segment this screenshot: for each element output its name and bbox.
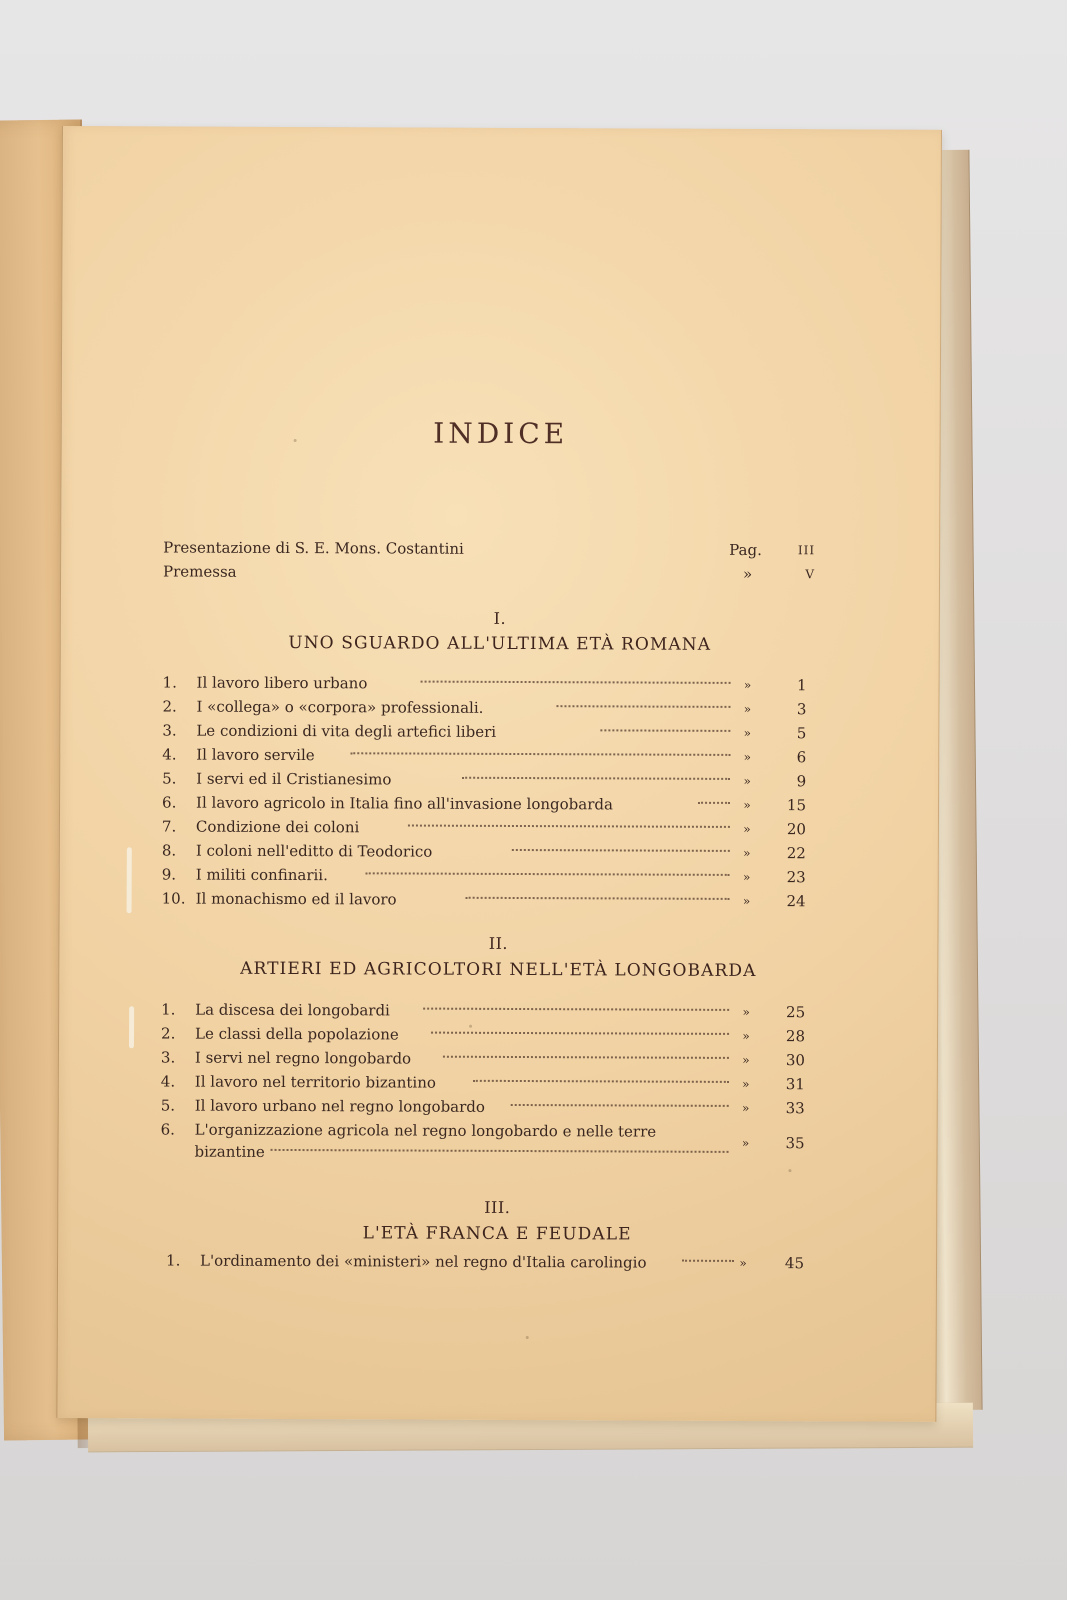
paper-speck <box>526 1336 529 1339</box>
page-number: 24 <box>786 892 806 911</box>
leader-marker: » <box>743 749 751 765</box>
leader-marker: » <box>742 1076 750 1092</box>
leader-marker: » <box>743 845 751 861</box>
page-number: V <box>805 567 816 582</box>
entry-number: 5. <box>162 769 177 788</box>
leader-dots <box>408 823 730 828</box>
entry-title: Il lavoro servile <box>196 745 315 765</box>
front-matter-label: Premessa <box>163 562 237 581</box>
leader-marker: » <box>742 1028 750 1044</box>
page-number: 5 <box>796 724 807 743</box>
entry-number: 6. <box>162 793 177 812</box>
entry-title: L'ordinamento dei «ministeri» nel regno d'Italia carolingio <box>200 1251 647 1272</box>
leader-dots <box>466 895 730 900</box>
leader-dots <box>350 750 730 756</box>
leader-dots <box>473 1078 729 1083</box>
leader-marker: » <box>743 725 752 741</box>
entry-number: 2. <box>161 1024 176 1043</box>
entry-number: 3. <box>160 1048 176 1067</box>
section-title: ARTIERI ED AGRICOLTORI NELL'ETÀ LONGOBARDA <box>240 958 757 982</box>
leader-dots <box>366 870 730 876</box>
entry-number: 9. <box>161 865 177 884</box>
toc-entry <box>162 792 822 817</box>
index-title: INDICE <box>433 416 569 451</box>
page-number: 22 <box>786 844 806 863</box>
entry-title: I «collega» o «corpora» professionali. <box>196 697 484 717</box>
index-page <box>56 126 942 1422</box>
toc-entry <box>161 999 821 1024</box>
entry-title: Il lavoro urbano nel regno longobardo <box>194 1096 485 1116</box>
entry-number: 4. <box>162 745 177 764</box>
page-number: 35 <box>785 1134 805 1153</box>
page-number: 33 <box>785 1099 805 1118</box>
front-matter-label: Presentazione di S. E. Mons. Costantini <box>163 538 464 558</box>
leader-marker: » <box>743 797 751 813</box>
entry-title: Il lavoro libero urbano <box>196 673 368 693</box>
toc-entry <box>162 816 822 841</box>
toc-entry <box>162 864 822 889</box>
entry-title: I servi nel regno longobardo <box>194 1048 412 1068</box>
page-number: 25 <box>786 1003 806 1022</box>
leader-dots <box>421 679 731 684</box>
leader-marker: » <box>743 773 751 789</box>
page-prefix-label: » <box>743 564 753 584</box>
leader-dots <box>443 1054 729 1059</box>
entry-title: I servi ed il Cristianesimo <box>196 769 392 789</box>
page-number: 30 <box>785 1051 805 1070</box>
entry-number: 7. <box>161 817 177 836</box>
leader-marker: » <box>742 893 751 909</box>
entry-title: Il lavoro nel territorio bizantino <box>194 1072 436 1092</box>
page-number: 31 <box>785 1075 805 1094</box>
leader-marker: » <box>742 1004 750 1020</box>
entry-number: 1. <box>162 673 177 692</box>
toc-entry <box>161 1071 821 1096</box>
page-number: III <box>797 543 816 558</box>
page-number: 6 <box>796 748 807 767</box>
page-number: 1 <box>796 676 807 695</box>
toc-entry <box>161 1023 821 1048</box>
entry-title: I militi confinarii. <box>195 865 328 885</box>
page-number: 23 <box>786 868 806 887</box>
leader-dots <box>462 775 730 780</box>
page-number: 9 <box>796 772 807 791</box>
page-number: 15 <box>786 796 807 815</box>
page-number: 45 <box>784 1254 805 1273</box>
entry-number: 3. <box>162 721 177 740</box>
leader-marker: » <box>742 1100 750 1116</box>
entry-number: 4. <box>160 1072 176 1091</box>
leader-marker: » <box>741 1135 750 1151</box>
entry-number: 1. <box>166 1251 181 1270</box>
entry-number: 6. <box>160 1120 175 1139</box>
section-title: UNO SGUARDO ALL'ULTIMA ETÀ ROMANA <box>288 632 712 655</box>
entry-title-continuation: bizantine <box>194 1142 265 1161</box>
page-edge-scuff <box>129 1006 134 1048</box>
leader-marker: » <box>743 677 752 693</box>
leader-dots <box>431 1030 729 1035</box>
leader-marker: » <box>742 1052 750 1068</box>
entry-title: Le classi della popolazione <box>195 1024 399 1044</box>
toc-entry <box>162 696 822 721</box>
leader-dots <box>423 1006 729 1011</box>
entry-title: L'organizzazione agricola nel regno longobardo e nelle terre <box>194 1120 657 1141</box>
toc-entry <box>163 672 823 697</box>
page-number: 20 <box>786 820 806 839</box>
page-number: 28 <box>785 1027 806 1046</box>
entry-number: 2. <box>162 697 177 716</box>
page-edge-scuff <box>127 847 132 913</box>
leader-dots <box>682 1258 734 1262</box>
entry-number: 8. <box>161 841 177 860</box>
toc-entry <box>161 1047 821 1072</box>
leader-dots <box>698 800 730 804</box>
toc-entry <box>162 768 822 793</box>
toc-entry <box>166 1250 826 1275</box>
section-title: L'ETÀ FRANCA E FEUDALE <box>362 1223 632 1245</box>
leader-marker: » <box>743 821 751 837</box>
front-matter-presentation <box>163 537 823 562</box>
entry-number: 10. <box>161 889 186 908</box>
toc-entry <box>162 888 822 913</box>
toc-entry <box>162 720 822 745</box>
toc-entry <box>162 840 822 865</box>
toc-entry <box>161 1095 821 1120</box>
entry-title: Il lavoro agricolo in Italia fino all'invasione longobarda <box>196 793 613 814</box>
section-number: III. <box>484 1197 511 1217</box>
page-number: 3 <box>796 700 807 719</box>
section-number: II. <box>488 933 509 953</box>
leader-marker: » <box>743 869 751 885</box>
entry-title: I coloni nell'editto di Teodorico <box>195 841 433 861</box>
entry-title: Condizione dei coloni <box>195 817 360 837</box>
entry-number: 5. <box>160 1096 176 1115</box>
entry-title: La discesa dei longobardi <box>195 1000 390 1020</box>
leader-dots <box>511 1102 729 1107</box>
leader-dots <box>512 847 730 852</box>
page-prefix-label: Pag. <box>729 540 762 560</box>
paper-speck <box>788 1169 791 1172</box>
leader-dots <box>271 1147 729 1153</box>
toc-entry <box>160 1119 820 1168</box>
toc-entry <box>162 744 822 769</box>
leader-dots <box>600 727 730 732</box>
front-matter-premessa <box>163 561 823 586</box>
section-number: I. <box>493 608 507 628</box>
entry-title: Le condizioni di vita degli artefici liberi <box>196 721 497 741</box>
leader-marker: » <box>739 1255 747 1270</box>
entry-number: 1. <box>161 1000 176 1019</box>
entry-title: Il monachismo ed il lavoro <box>195 889 397 909</box>
leader-marker: » <box>743 701 752 717</box>
leader-dots <box>556 703 730 708</box>
